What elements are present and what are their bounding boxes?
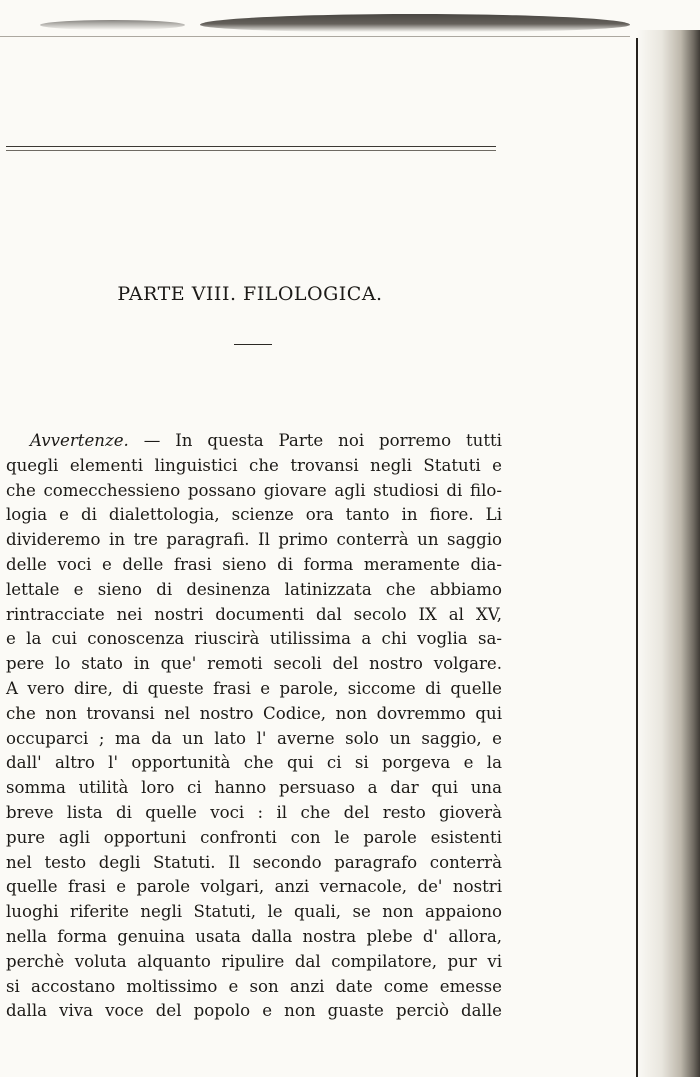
scan-smudge-left (40, 20, 185, 30)
text-line: breve lista di quelle voci : il che del resto gioverà (6, 802, 502, 822)
text-line: nella forma genuina usata dalla nostra plebe d' allora, (6, 926, 502, 946)
body-paragraph (6, 429, 502, 1024)
text-line (6, 429, 502, 454)
title-separator (234, 344, 272, 345)
text-line: e la cui conoscenza riuscirà utilissima a chi voglia sa- (6, 629, 502, 649)
text-line: occuparci ; ma da un lato l' averne solo un saggio, e (6, 728, 502, 748)
text-line: che non trovansi nel nostro Codice, non dovremmo qui (6, 703, 502, 723)
text-line: luoghi riferite negli Statuti, le quali, se non appaiono (6, 902, 502, 922)
text-line: dalla viva voce del popolo e non guaste perciò dalle (6, 1001, 502, 1021)
page-binding-edge (636, 38, 638, 1077)
text-line: divideremo in tre paragrafi. Il primo conterrà un saggio (6, 530, 502, 550)
text-line: rintracciate nei nostri documenti dal secolo IX al XV, (6, 604, 502, 624)
text-line: quegli elementi linguistici che trovansi negli Statuti e (6, 455, 502, 475)
header-rule-thick (6, 146, 496, 147)
text-line: lettale e sieno di desinenza latinizzata che abbiamo (6, 579, 502, 599)
scan-top-edge (0, 36, 630, 37)
scan-smudge (200, 14, 630, 32)
text-line: pere lo stato in que' remoti secoli del nostro volgare. (6, 654, 502, 674)
text-line: che comecchessieno possano giovare agli studiosi di filo- (6, 480, 502, 500)
page-binding-shadow (636, 30, 700, 1077)
text-line: logia e di dialettologia, scienze ora tanto in fiore. Li (6, 505, 502, 525)
paragraph-lead: Avvertenze. (30, 431, 129, 450)
text-line: nel testo degli Statuti. Il secondo paragrafo conterrà (6, 852, 502, 872)
text-line: dall' altro l' opportunità che qui ci si porgeva e la (6, 753, 502, 773)
text-line: pure agli opportuni confronti con le parole esistenti (6, 827, 502, 847)
text-line: quelle frasi e parole volgari, anzi vernacole, de' nostri (6, 877, 502, 897)
text-line: perchè voluta alquanto ripulire dal compilatore, pur vi (6, 951, 502, 971)
text-line-content: — In questa Parte noi porremo tutti (128, 431, 502, 450)
text-line: A vero dire, di queste frasi e parole, siccome di quelle (6, 678, 502, 698)
part-title: PARTE VIII. FILOLOGICA. (117, 283, 383, 305)
text-line: somma utilità loro ci hanno persuaso a dar qui una (6, 778, 502, 798)
text-line: si accostano moltissimo e son anzi date come emesse (6, 976, 502, 996)
text-line: delle voci e delle frasi sieno di forma meramente dia- (6, 554, 502, 574)
header-rule-thin (6, 150, 496, 151)
